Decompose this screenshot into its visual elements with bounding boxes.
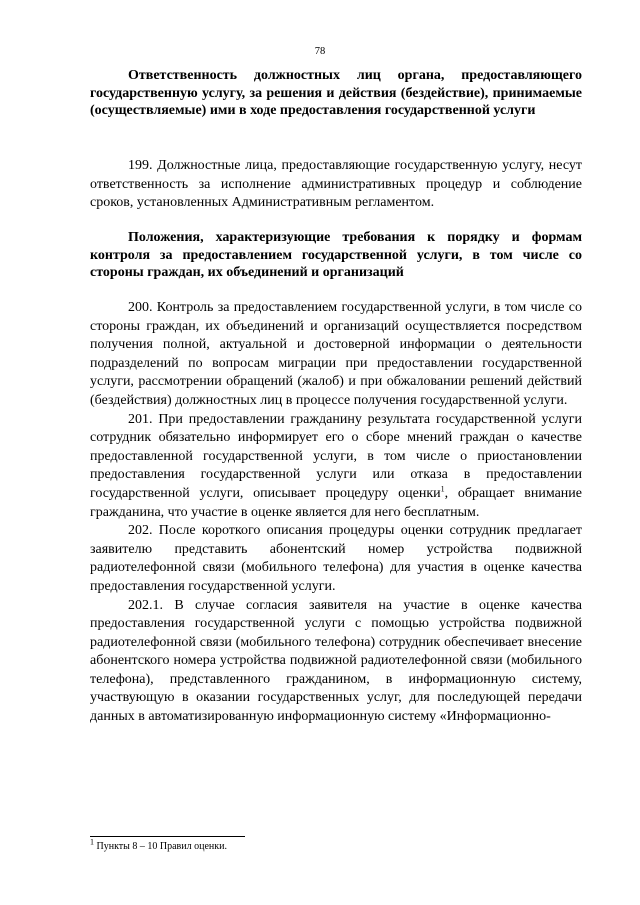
paragraph-201-text-start: 201. При предоставлении гражданину результата государственной услуги сотрудник обязательно информирует его о сборе мнений граждан о качестве предоставленной государственной услуги, в том числе о приостановлении предоставления государственной услуги или отказа в предоставлении государственной услуги, описывает процедуру оценки xyxy=(90,411,582,501)
footnote-divider xyxy=(90,836,245,837)
footnote-mark: 1 xyxy=(90,837,94,847)
footnote-text: Пункты 8 – 10 Правил оценки. xyxy=(94,841,227,852)
footnote-reference: 1 xyxy=(440,484,445,494)
paragraph-201-text-end: , обращает внимание гражданина, что участие в оценке является для него бесплатным. xyxy=(90,485,583,520)
footnote xyxy=(90,837,227,853)
section-heading-responsibility: Ответственность должностных лиц органа, предоставляющего государственную услугу, за решения и действия (бездействие), принимаемые (осуществляемые) ими в ходе предоставления государственной услуги xyxy=(90,68,582,119)
paragraph-199: 199. Должностные лица, предоставляющие государственную услугу, несут ответственность за исполнение административных процедур и соблюдение сроков, установленных Административным регламентом. xyxy=(90,158,582,211)
paragraph-201 xyxy=(90,411,582,523)
body-text-block xyxy=(90,299,582,727)
paragraph-202: 202. После короткого описания процедуры оценки сотрудник предлагает заявителю представить абонентский номер устройства подвижной радиотелефонной связи (мобильного телефона) для участия в оценке качества предоставления государственной услуги. xyxy=(90,523,582,594)
paragraph-202-1: 202.1. В случае согласия заявителя на участие в оценке качества предоставления государственной услуги с помощью устройства подвижной радиотелефонной связи (мобильного телефона) сотрудник обеспечивает внесение абонентского номера устройства подвижной радиотелефонной связи (мобильного телефона), представленного гражданином, в информационную систему, участвующую в оказании государственных услуг, для последующей передачи данных в автоматизированную информационную систему «Информационно- xyxy=(90,597,582,725)
section-heading-control: Положения, характеризующие требования к порядку и формам контроля за предоставлением государственной услуги, в том числе со стороны граждан, их объединений и организаций xyxy=(90,230,582,281)
paragraph-200: 200. Контроль за предоставлением государственной услуги, в том числе со стороны граждан, их объединений и организаций осуществляется посредством получения полной, актуальной и достоверной информации о деятельности подразделений по вопросам миграции при предоставлении государственной услуги, рассмотрении обращений (жалоб) и при обжаловании решений действий (бездействия) должностных лиц в процессе получения государственной услуги. xyxy=(90,300,582,408)
page-number: 78 xyxy=(314,46,326,57)
